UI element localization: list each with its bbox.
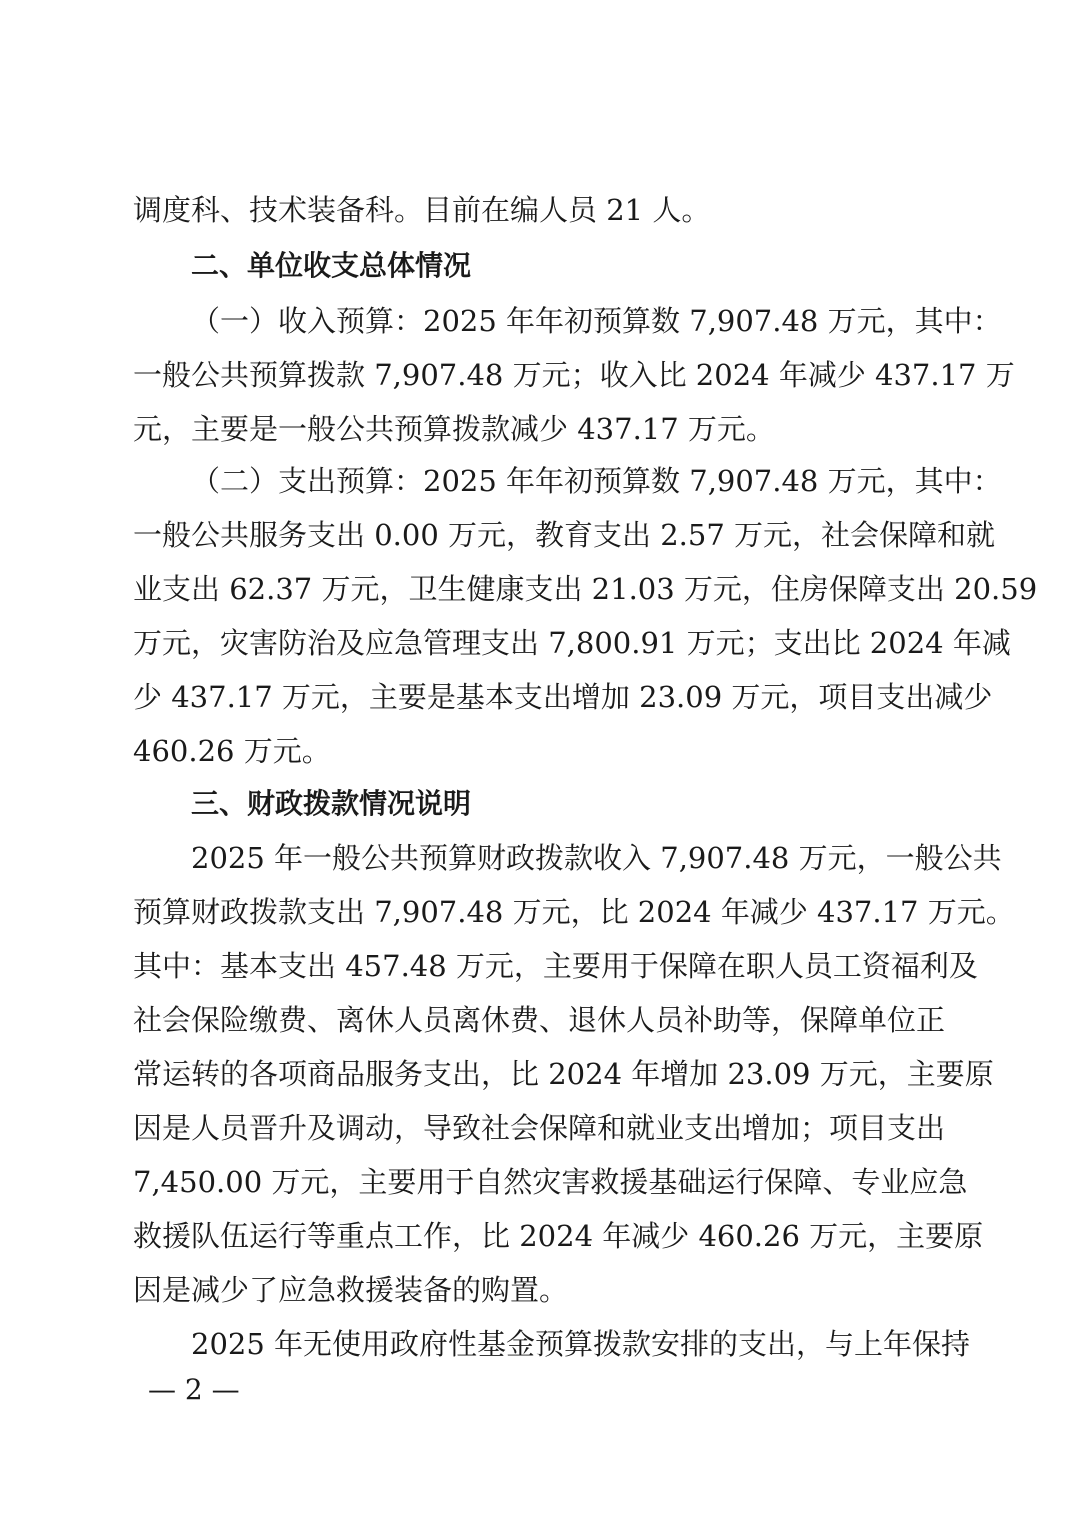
text-line-17: 常运转的各项商品服务支出，比 2024 年增加 23.09 万元，主要原 [133, 1057, 994, 1091]
text-line-22: 2025 年无使用政府性基金预算拨款安排的支出，与上年保持 [191, 1327, 971, 1361]
text-line-1: 调度科、技术装备科。目前在编人员 21 人。 [133, 193, 711, 227]
text-line-8: 业支出 62.37 万元，卫生健康支出 21.03 万元，住房保障支出 20.59 [133, 572, 1038, 606]
text-line-16: 社会保险缴费、离休人员离休费、退休人员补助等，保障单位正 [133, 1003, 946, 1037]
text-line-15: 其中：基本支出 457.48 万元，主要用于保障在职人员工资福利及 [133, 949, 978, 983]
text-line-9: 万元，灾害防治及应急管理支出 7,800.91 万元；支出比 2024 年减 [133, 626, 1011, 660]
section-heading-2: 二、单位收支总体情况 [191, 249, 472, 282]
section-heading-3: 三、财政拨款情况说明 [191, 787, 472, 820]
text-line-5: 元，主要是一般公共预算拨款减少 437.17 万元。 [133, 412, 775, 446]
text-line-11: 460.26 万元。 [133, 734, 331, 768]
text-line-6: （二）支出预算：2025 年年初预算数 7,907.48 万元，其中： [191, 464, 1002, 498]
text-line-21: 因是减少了应急救援装备的购置。 [133, 1273, 569, 1307]
text-line-3: （一）收入预算：2025 年年初预算数 7,907.48 万元，其中： [191, 304, 1002, 338]
text-line-14: 预算财政拨款支出 7,907.48 万元，比 2024 年减少 437.17 万元。 [133, 895, 1015, 929]
page-number: — 2 — [148, 1373, 240, 1406]
text-line-13: 2025 年一般公共预算财政拨款收入 7,907.48 万元，一般公共 [191, 841, 1002, 875]
text-line-10: 少 437.17 万元，主要是基本支出增加 23.09 万元，项目支出减少 [133, 680, 993, 714]
text-line-18: 因是人员晋升及调动，导致社会保障和就业支出增加；项目支出 [133, 1111, 946, 1145]
text-line-20: 救援队伍运行等重点工作，比 2024 年减少 460.26 万元，主要原 [133, 1219, 984, 1253]
text-line-19: 7,450.00 万元，主要用于自然灾害救援基础运行保障、专业应急 [133, 1165, 968, 1199]
text-line-7: 一般公共服务支出 0.00 万元，教育支出 2.57 万元，社会保障和就 [133, 518, 996, 552]
text-line-4: 一般公共预算拨款 7,907.48 万元；收入比 2024 年减少 437.17 万 [133, 358, 1015, 392]
